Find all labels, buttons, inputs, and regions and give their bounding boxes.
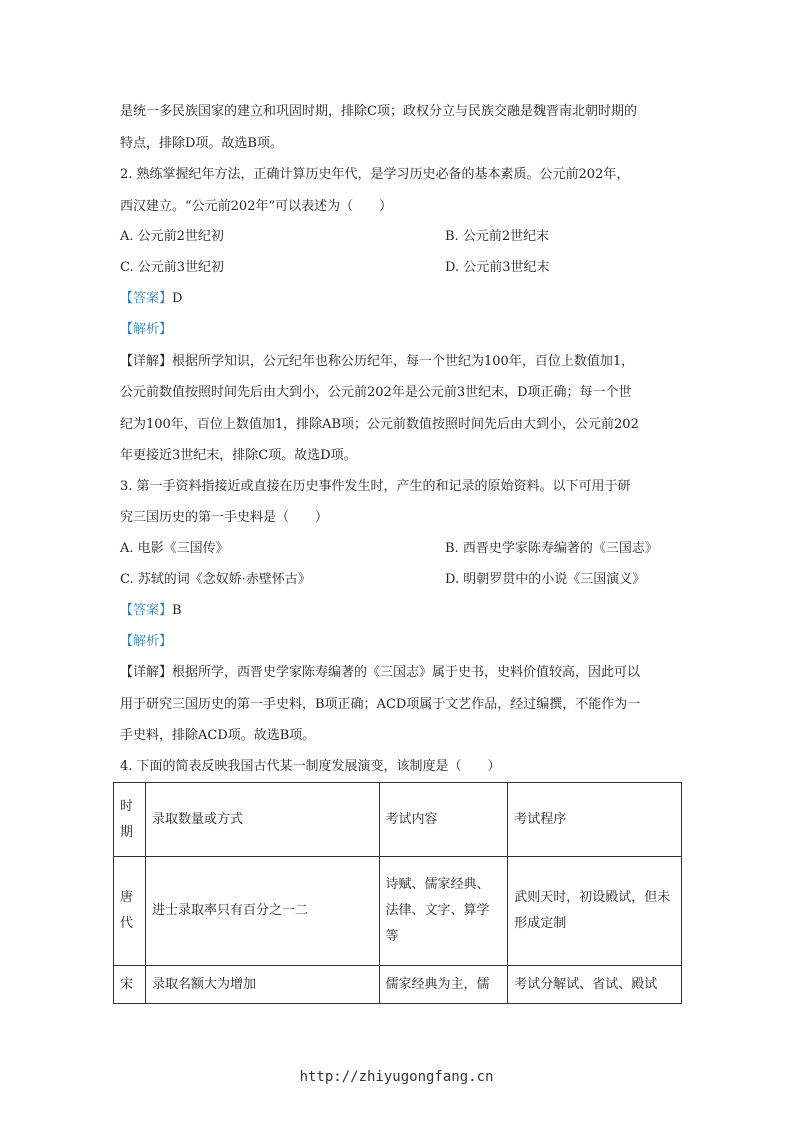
text-line: 是统一多民族国家的建立和巩固时期，排除C项；政权分立与民族交融是魏晋南北朝时期的 [120,104,637,119]
q2-option-d: D. 公元前3世纪末 [445,260,550,275]
q2-option-a: A. 公元前2世纪初 [120,229,224,244]
footer-url: http://zhiyugongfang.cn [299,1069,494,1085]
table-header-cell: 录取数量或方式 [145,783,379,857]
table-cell: 儒家经典为主，儒 [379,966,508,1004]
table-row [114,966,682,1004]
answer-value: D [172,291,183,306]
q2-detail-line: 公元前数值按照时间先后由大到小，公元前202年是公元前3世纪末，D项正确；每一个世 [120,385,632,400]
table-cell: 诗赋、儒家经典、法律、文字、算学等 [379,857,508,966]
table-header-row [114,783,682,857]
table-cell: 录取名额大为增加 [145,966,379,1004]
q2-answer [120,290,678,308]
table-cell: 武则天时，初设殿试，但未形成定制 [508,857,682,966]
question-2-text: 2. 熟练掌握纪年方法，正确计算历史年代，是学习历史必备的基本素质。公元前202年， [120,167,630,182]
analysis-tag: 【解析】 [120,634,173,649]
table-cell: 唐代 [114,857,146,966]
table-cell: 进士录取率只有百分之一二 [145,857,379,966]
detail-text: 根据所学知识，公元纪年也称公历纪年，每一个世纪为100年，百位上数值加1， [172,354,635,369]
table-cell: 宋 [114,966,146,1004]
detail-text: 根据所学，西晋史学家陈寿编著的《三国志》属于史书，史料价值较高，因此可以 [172,665,641,680]
detail-tag: 【详解】 [120,354,173,369]
exam-system-table [113,782,682,1004]
q2-detail-line: 年更接近3世纪末，排除C项。故选D项。 [120,448,357,463]
q3-option-c: C. 苏轼的词《念奴娇·赤壁怀古》 [120,572,311,587]
q3-option-d: D. 明朝罗贯中的小说《三国演义》 [445,572,646,587]
q2-detail-line [120,353,678,371]
q3-detail-line [120,664,678,682]
q2-option-c: C. 公元前3世纪初 [120,260,225,275]
q3-answer [120,602,678,620]
table-header-cell: 考试内容 [379,783,508,857]
q3-option-b: B. 西晋史学家陈寿编著的《三国志》 [445,541,658,556]
question-3-text: 3. 第一手资料指接近或直接在历史事件发生时，产生的和记录的原始资料。以下可用于研 [120,479,631,494]
table-header-cell: 时期 [114,783,146,857]
text-line: 特点，排除D项。故选B项。 [120,136,283,151]
detail-tag: 【详解】 [120,665,173,680]
q2-detail-line: 纪为100年，百位上数值加1，排除AB项；公元前数值按照时间先后由大到小，公元前202 [120,417,639,432]
q3-analysis [120,633,678,651]
q2-analysis [120,321,678,339]
q3-detail-line: 手史料，排除ACD项。故选B项。 [120,728,316,743]
question-3-text: 究三国历史的第一手史料是（ ） [120,510,329,525]
q2-option-b: B. 公元前2世纪末 [445,229,550,244]
question-2-text: 西汉建立。“公元前202年”可以表述为（ ） [120,199,393,214]
question-4-text: 4. 下面的简表反映我国古代某一制度发展演变，该制度是（ ） [120,759,501,774]
table-header-cell: 考试程序 [508,783,682,857]
answer-tag: 【答案】 [120,291,173,306]
q3-option-a: A. 电影《三国传》 [120,541,229,556]
answer-tag: 【答案】 [120,603,173,618]
analysis-tag: 【解析】 [120,322,173,337]
table-cell: 考试分解试、省试、殿试 [508,966,682,1004]
answer-value: B [172,603,182,618]
table-row [114,857,682,966]
q3-detail-line: 用于研究三国历史的第一手史料，B项正确；ACD项属于文艺作品，经过编撰，不能作为一 [120,697,641,712]
